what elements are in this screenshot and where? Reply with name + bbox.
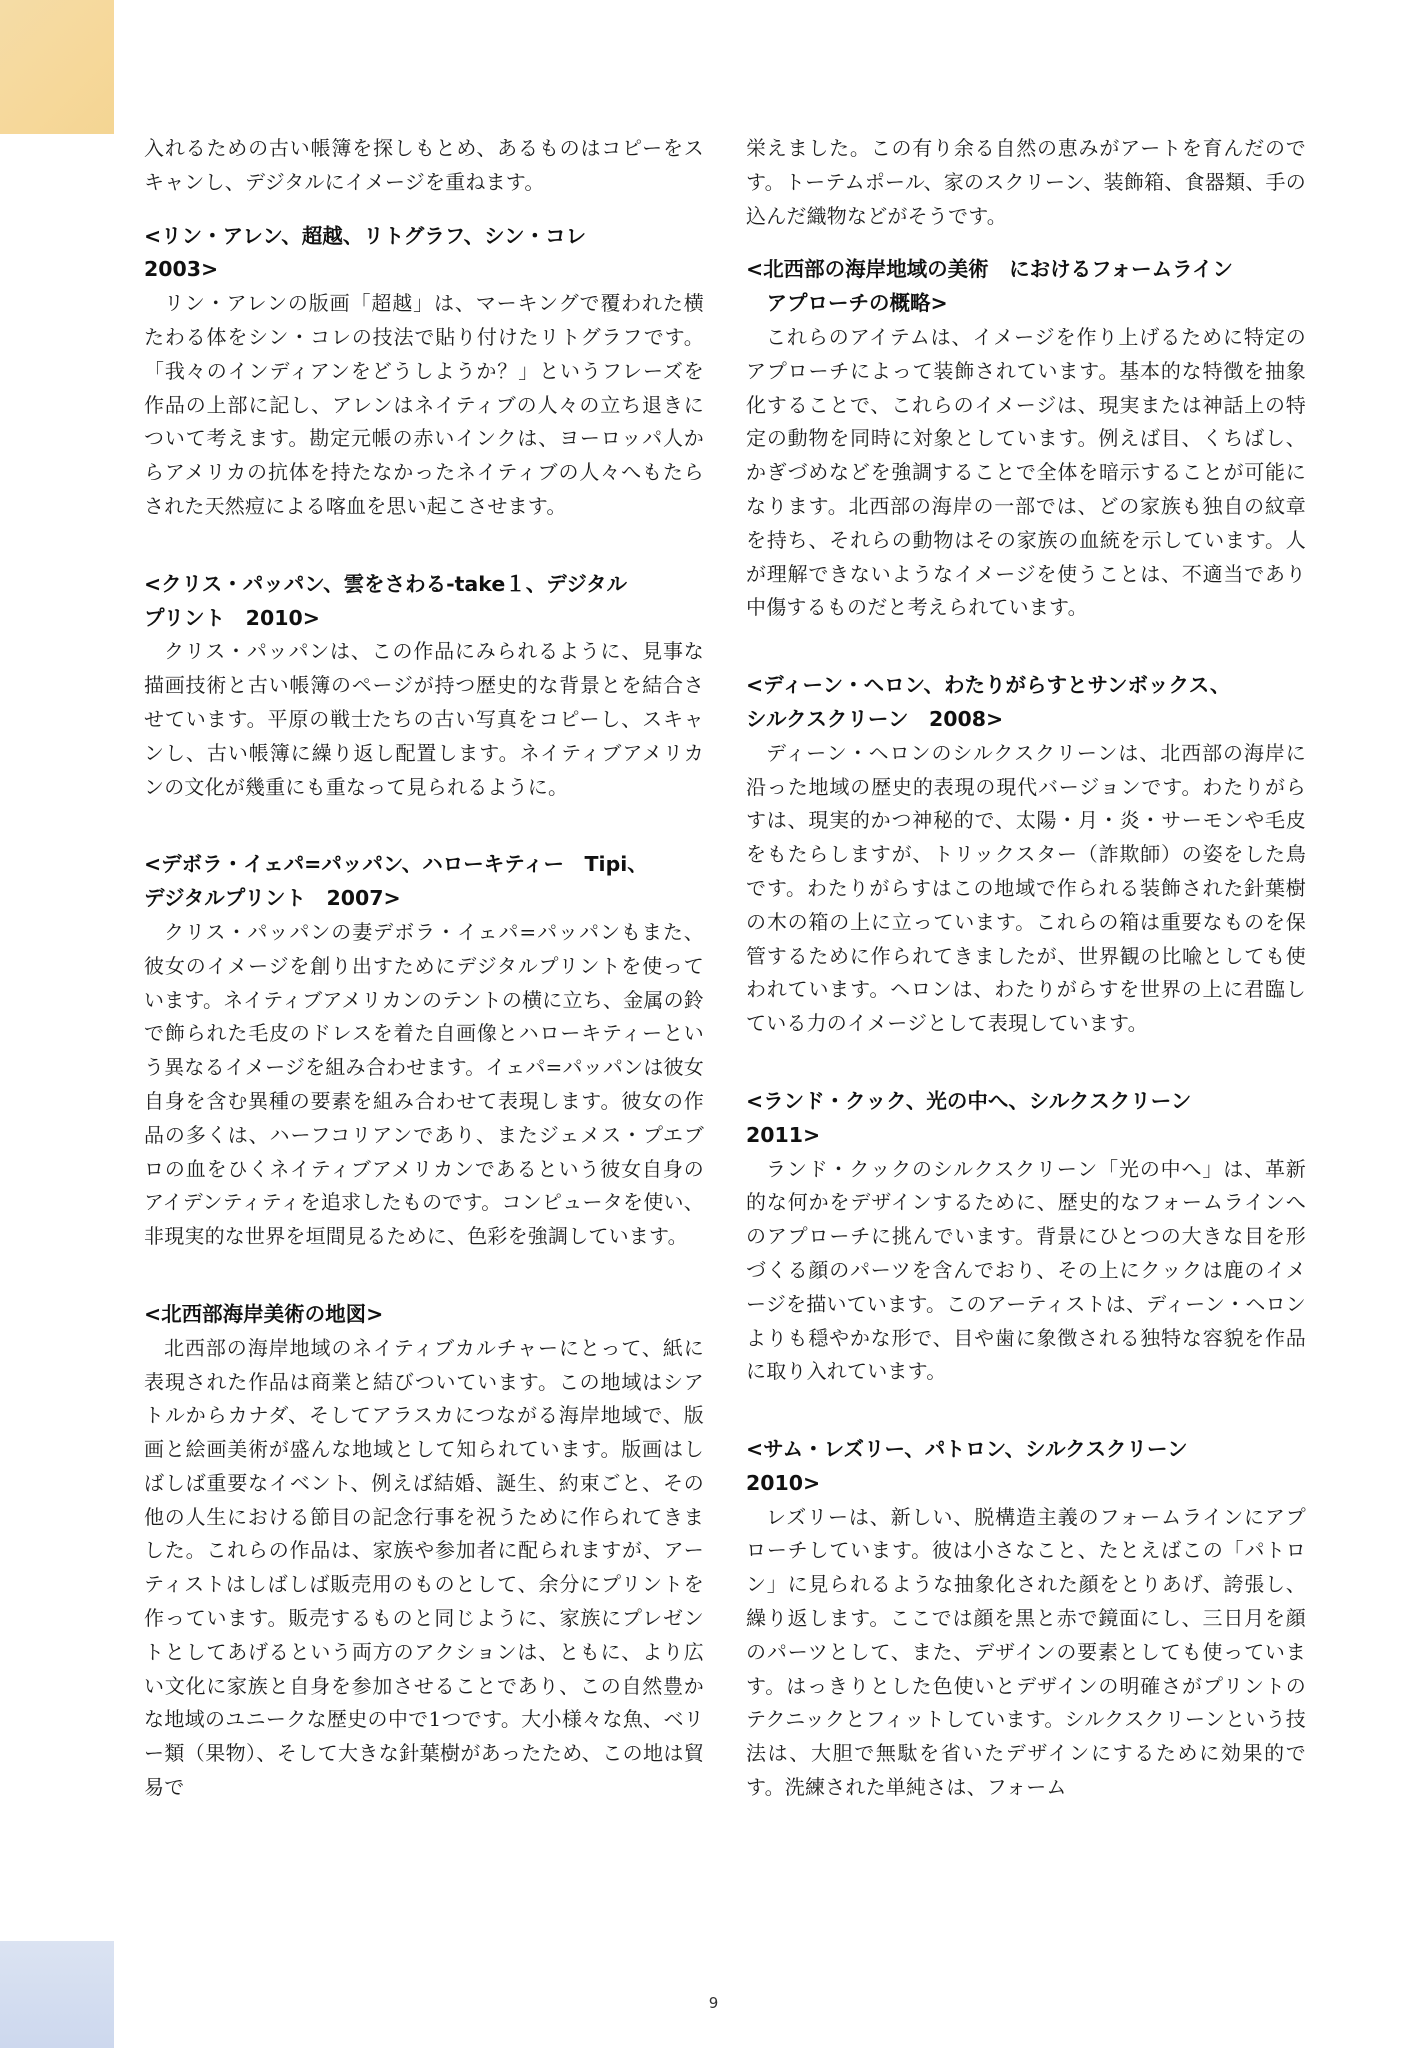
heading-line-1: <北西部の海岸地域の美術 におけるフォームライン: [746, 257, 1234, 282]
right-column: [746, 132, 1306, 1805]
section-heading: [144, 220, 704, 288]
section-body: これらのアイテムは、イメージを作り上げるために特定のアプローチによって装飾されています。基本的な特徴を抽象化することで、これらのイメージは、現実または神話上の特定の動物を同時に対象としています。例えば目、くちばし、かぎづめなどを強調することで全体を暗示することが可能になります。北西部の海岸の一部では、どの家族も独自の紋章を持ち、それらの動物はその家族の血統を示しています。人が理解できないようなイメージを使うことは、不適当であり中傷するものだと考えられています。: [746, 324, 1306, 620]
heading-line-2: 2010>: [746, 1470, 821, 1495]
heading-line-1: <ディーン・ヘロン、わたりがらすとサンボックス、: [746, 673, 1231, 698]
section-body: リン・アレンの版画「超越」は、マーキングで覆われた横たわる体をシン・コレの技法で貼り付けたリトグラフです。「我々のインディアンをどうしようか？」というフレーズを作品の上部に記し、アレンはネイティブの人々の立ち退きについて考えます。勘定元帳の赤いインクは、ヨーロッパ人からアメリカの抗体を持たなかったネイティブの人々へもたらされた天然痘による喀血を思い起こさせます。: [144, 291, 704, 518]
heading-line-1: <デボラ・イェパ=パッパン、ハローキティー Tipi、: [144, 852, 648, 877]
heading-line-1: <サム・レズリー、パトロン、シルクスクリーン: [746, 1437, 1188, 1462]
section-body: 北西部の海岸地域のネイティブカルチャーにとって、紙に表現された作品は商業と結びついています。この地域はシアトルからカナダ、そしてアラスカにつながる海岸地域で、版画と絵画美術が盛んな地域として知られています。版画はしばしば重要なイベント、例えば結婚、誕生、約束ごと、その他の人生における節目の記念行事を祝うために作られてきました。これらの作品は、家族や参加者に配られますが、アーティストはしばしば販売用のものとして、余分にプリントを作っています。販売するものと同じように、家族にプレゼントとしてあげるという両方のアクションは、ともに、より広い文化に家族と自身を参加させることであり、この自然豊かな地域のユニークな歴史の中で1つです。大小様々な魚、ベリー類（果物）、そして大きな針葉樹があったため、この地は貿易で: [144, 1335, 704, 1800]
heading-line-2: 2003>: [144, 257, 219, 282]
section-heading: [746, 669, 1306, 737]
heading-line-2: シルクスクリーン 2008>: [746, 706, 1004, 731]
heading-line-1: <北西部海岸美術の地図>: [144, 1301, 384, 1326]
section-body: ランド・クックのシルクスクリーン「光の中へ」は、革新的な何かをデザインするために、歴史的なフォームラインへのアプローチに挑んでいます。背景にひとつの大きな目を形づくる顔のパーツを含んでおり、その上にクックは鹿のイメージを描いています。このアーティストは、ディーン・ヘロンよりも穏やかな形で、目や歯に象徴される独特な容貌を作品に取り入れています。: [746, 1156, 1306, 1384]
heading-line-2: プリント 2010>: [144, 605, 320, 630]
heading-line-1: <クリス・パッパン、雲をさわる-take１、デジタル: [144, 571, 628, 596]
section-heading: [746, 1085, 1306, 1153]
intro-paragraph: 栄えました。この有り余る自然の恵みがアートを育んだのです。トーテムポール、家のスクリーン、装飾箱、食器類、手の込んだ織物などがそうです。: [746, 136, 1306, 228]
section-body: クリス・パッパンの妻デボラ・イェパ=パッパンもまた、彼女のイメージを創り出すためにデジタルプリントを使っています。ネイティブアメリカンのテントの横に立ち、金属の鈴で飾られた毛皮のドレスを着た自画像とハローキティーという異なるイメージを組み合わせます。イェパ=パッパンは彼女自身を含む異種の要素を組み合わせて表現します。彼女の作品の多くは、ハーフコリアンであり、またジェメス・プエブロの血をひくネイティブアメリカンであるという彼女自身のアイデンティティを追求したものです。コンピュータを使い、非現実的な世界を垣間見るために、色彩を強調しています。: [144, 919, 704, 1249]
section-body: レズリーは、新しい、脱構造主義のフォームラインにアプローチしています。彼は小さなこと、たとえばこの「パトロン」に見られるような抽象化された顔をとりあげ、誇張し、繰り返します。ここでは顔を黒と赤で鏡面にし、三日月を顔のパーツとして、また、デザインの要素としても使っています。はっきりとした色使いとデザインの明確さがプリントのテクニックとフィットしています。シルクスクリーンという技法は、大胆で無駄を省いたデザインにするために効果的です。洗練された単純さは、フォーム: [746, 1504, 1306, 1800]
corner-tab-top: [0, 0, 114, 134]
page-number: 9: [708, 1994, 719, 2012]
section-body: クリス・パッパンは、この作品にみられるように、見事な描画技術と古い帳簿のページが持つ歴史的な背景とを結合させています。平原の戦士たちの古い写真をコピーし、スキャンし、古い帳簿に繰り返し配置します。ネイティブアメリカンの文化が幾重にも重なって見られるように。: [144, 639, 704, 799]
heading-line-2: デジタルプリント 2007>: [144, 886, 401, 911]
heading-line-2: アプローチの概略>: [766, 291, 948, 316]
intro-paragraph: 入れるための古い帳簿を探しもとめ、あるものはコピーをスキャンし、デジタルにイメージを重ねます。: [144, 136, 704, 194]
section-heading: [144, 848, 704, 916]
heading-line-1: <ランド・クック、光の中へ、シルクスクリーン: [746, 1088, 1192, 1113]
section-heading: [746, 253, 1306, 321]
section-body: ディーン・ヘロンのシルクスクリーンは、北西部の海岸に沿った地域の歴史的表現の現代バージョンです。わたりがらすは、現実的かつ神秘的で、太陽・月・炎・サーモンや毛皮をもたらしますが、トリックスター（詐欺師）の姿をした鳥です。わたりがらすはこの地域で作られる装飾された針葉樹の木の箱の上に立っています。これらの箱は重要なものを保管するために作られてきましたが、世界観の比喩としても使われています。ヘロンは、わたりがらすを世界の上に君臨している力のイメージとして表現しています。: [746, 740, 1306, 1036]
section-heading: [144, 568, 704, 636]
section-heading: [144, 1298, 704, 1332]
section-heading: [746, 1433, 1306, 1501]
left-column: [144, 132, 704, 1805]
heading-line-2: 2011>: [746, 1122, 821, 1147]
heading-line-1: <リン・アレン、超越、リトグラフ、シン・コレ: [144, 223, 587, 248]
